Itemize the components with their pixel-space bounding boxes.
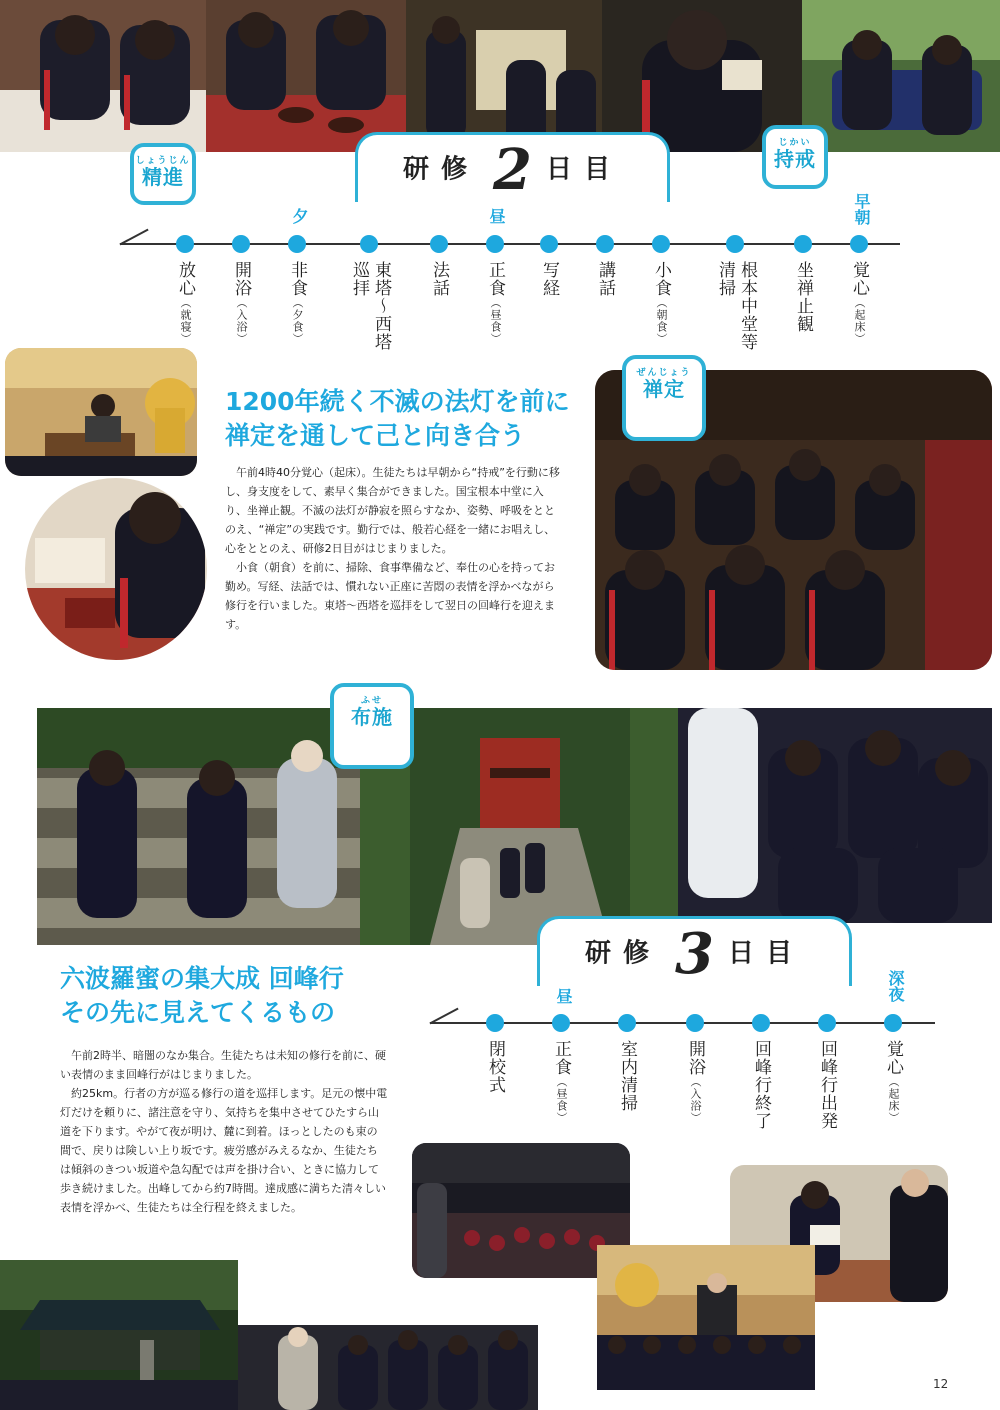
day3-timeline-dot xyxy=(884,1014,902,1032)
tag-shojin-ruby: しょうじん xyxy=(135,156,191,166)
day2-timeline-item-sub: （起床） xyxy=(853,297,866,345)
day2-timeline-item xyxy=(849,261,869,345)
tag-jikai xyxy=(762,125,828,189)
day3-paragraph-1: 午前2時半、暗闇のなか集合。生徒たちは未知の修行を前に、硬い表情のまま回峰行がはじまりました。 xyxy=(60,1049,386,1081)
day2-timeline-item-main: 巡拝 xyxy=(349,261,369,297)
day3-timeline-item-main: 正食 xyxy=(551,1040,571,1076)
day2-headline-line2: 禅定を通して己と向き合う xyxy=(225,421,526,450)
tag-shojin-label: 精進 xyxy=(142,165,184,189)
day3-headline xyxy=(60,962,420,1030)
day3-timeline-item xyxy=(883,1040,903,1124)
day2-timeline-item xyxy=(485,261,505,345)
day3-number: 3 xyxy=(675,920,714,987)
tag-zenjo-ruby: ぜんじょう xyxy=(636,368,692,378)
day3-timeline-item xyxy=(685,1040,705,1124)
day2-timeline-dot xyxy=(652,235,670,253)
day3-heading xyxy=(537,916,852,986)
day3-timeline-item-main: 回峰行出発 xyxy=(817,1040,837,1130)
day2-time-evening: 夕 xyxy=(290,208,309,224)
day2-timeline-item xyxy=(715,261,735,297)
photo-students-hands-together xyxy=(238,1325,538,1410)
day2-timeline-item-main: 写経 xyxy=(539,261,559,297)
day2-prefix: 研修 xyxy=(403,154,480,185)
day2-timeline-item xyxy=(595,261,615,297)
day2-timeline-dot xyxy=(360,235,378,253)
photo-students-eating xyxy=(206,0,406,152)
day2-timeline-item xyxy=(539,261,559,297)
day2-timeline-item xyxy=(429,261,449,297)
day3-timeline-dot xyxy=(752,1014,770,1032)
day2-timeline-item xyxy=(371,261,391,351)
day2-timeline-dot xyxy=(486,235,504,253)
tag-jikai-label: 持戒 xyxy=(774,147,816,171)
photo-students-seated xyxy=(802,0,1000,152)
day2-timeline-item-sub: （入浴） xyxy=(235,297,248,345)
day3-timeline-item xyxy=(551,1040,571,1124)
day3-timeline-item-main: 室内清掃 xyxy=(617,1040,637,1112)
day3-timeline-dot xyxy=(486,1014,504,1032)
day3-timeline-item xyxy=(617,1040,637,1112)
day2-timeline-item-main: 講話 xyxy=(595,261,615,297)
day2-timeline-dot xyxy=(232,235,250,253)
day2-timeline-item-main: 覚心 xyxy=(849,261,869,297)
day2-timeline-item-main: 坐禅止観 xyxy=(793,261,813,333)
day3-suffix: 日目 xyxy=(727,938,804,969)
tag-fuse xyxy=(330,683,414,769)
photo-mountain-path xyxy=(37,708,360,945)
day2-timeline-item xyxy=(231,261,251,345)
photo-students-writing xyxy=(0,0,206,152)
day2-timeline-item xyxy=(793,261,813,333)
day3-timeline-item-main: 閉校式 xyxy=(485,1040,505,1094)
day3-timeline-item-sub: （入浴） xyxy=(689,1076,702,1124)
day2-timeline-item xyxy=(287,261,307,345)
day2-timeline-item-main: 非食 xyxy=(287,261,307,297)
day2-headline-line1: 1200年続く不滅の法灯を前に xyxy=(225,387,570,416)
day3-timeline-item-main: 回峰行終了 xyxy=(751,1040,771,1130)
day3-timeline-dot xyxy=(552,1014,570,1032)
day2-timeline-item-main: 放心 xyxy=(175,261,195,297)
day3-timeline-dot xyxy=(818,1014,836,1032)
day3-paragraph-2: 約25km。行者の方が巡る修行の道を巡拝します。足元の懐中電灯だけを頼りに、諸注意を守り、気持ちを集中させてひたすら山道を下ります。やがて夜が明け、麓に到着。ほっとしたのも束の間で、戻りは険しい上り坂です。疲労感がみえるなか、生徒たちは傾斜のきつい坂道や急勾配では声を掛け合い、ときに協力して歩き続けました。出峰してから約7時間。達成感に満ちた清々しい表情を浮かべ、生徒たちは全行程を終えました。 xyxy=(60,1087,388,1214)
day3-timeline-item-sub: （起床） xyxy=(887,1076,900,1124)
day2-timeline-dot xyxy=(726,235,744,253)
tag-shojin xyxy=(130,143,196,205)
tag-fuse-ruby: ふせ xyxy=(360,696,383,706)
day2-timeline-item xyxy=(737,261,757,351)
tag-fuse-label: 布施 xyxy=(351,705,393,729)
day2-timeline-item-main: 東塔～西塔 xyxy=(371,261,391,351)
photo-monk-lecture xyxy=(5,348,197,476)
day3-headline-line2: その先に見えてくるもの xyxy=(60,998,336,1027)
day3-timeline-item-sub: （昼食） xyxy=(555,1076,568,1124)
photo-students-praying xyxy=(678,708,992,923)
day2-timeline-dot xyxy=(430,235,448,253)
day2-timeline-item xyxy=(175,261,195,345)
day2-number: 2 xyxy=(493,136,532,203)
day2-timeline-item-sub: （朝食） xyxy=(655,297,668,345)
day2-timeline-item-sub: （昼食） xyxy=(489,297,502,345)
day2-time-morning: 早朝 xyxy=(852,193,871,225)
day3-headline-line1: 六波羅蜜の集大成 回峰行 xyxy=(60,964,344,993)
day2-timeline-item-sub: （就寝） xyxy=(179,297,192,345)
day2-timeline-item-main: 開浴 xyxy=(231,261,251,297)
photo-forest-temple xyxy=(0,1260,238,1410)
day2-timeline-item-main: 根本中堂等 xyxy=(737,261,757,351)
day2-timeline-dot xyxy=(288,235,306,253)
photo-closing-ceremony-hall xyxy=(597,1245,815,1390)
day2-headline xyxy=(225,385,605,453)
day3-prefix: 研修 xyxy=(585,938,662,969)
day2-timeline-dot xyxy=(596,235,614,253)
day2-timeline-item-main: 正食 xyxy=(485,261,505,297)
day2-timeline-item-main: 小食 xyxy=(651,261,671,297)
day2-time-noon: 昼 xyxy=(487,208,506,224)
tag-zenjo xyxy=(622,355,706,441)
day3-timeline-item xyxy=(485,1040,505,1094)
day2-timeline-item-sub: （夕食） xyxy=(291,297,304,345)
day2-timeline-dot xyxy=(540,235,558,253)
day3-time-latenight: 深夜 xyxy=(886,970,905,1002)
day3-timeline-item xyxy=(817,1040,837,1130)
day2-timeline-item xyxy=(349,261,369,297)
page-number: 12 xyxy=(933,1377,949,1391)
day2-timeline-item-main: 清掃 xyxy=(715,261,735,297)
day2-timeline-item-main: 法話 xyxy=(429,261,449,297)
day3-timeline-line xyxy=(430,1022,935,1024)
day2-paragraph-1: 午前4時40分覚心（起床）。生徒たちは早朝から“持戒”を行動に移し、身支度をして、素早く集合ができました。国宝根本中堂に入り、坐禅止観。不滅の法灯が静寂を照らすなか、姿勢、呼吸をととのえ、“禅定”の実践です。勤行では、般若心経を一緒にお唱えし、心をととのえ、研修2日目がはじまりました。 xyxy=(225,466,560,555)
photo-student-calligraphy-circle xyxy=(25,478,207,660)
day3-timeline-item-main: 開浴 xyxy=(685,1040,705,1076)
day2-timeline-dot xyxy=(850,235,868,253)
day3-time-noon: 昼 xyxy=(554,988,573,1004)
day3-timeline-dot xyxy=(686,1014,704,1032)
tag-zenjo-label: 禅定 xyxy=(643,377,685,401)
day2-suffix: 日目 xyxy=(545,154,622,185)
day2-timeline-dot xyxy=(794,235,812,253)
day3-timeline-item xyxy=(751,1040,771,1130)
day3-timeline-dot xyxy=(618,1014,636,1032)
photo-students-cleaning xyxy=(406,0,602,152)
day2-timeline-item xyxy=(651,261,671,345)
day2-timeline-dot xyxy=(176,235,194,253)
day2-body xyxy=(225,463,560,634)
day2-heading xyxy=(355,132,670,202)
day3-timeline-item-main: 覚心 xyxy=(883,1040,903,1076)
tag-jikai-ruby: じかい xyxy=(778,138,812,148)
day2-paragraph-2: 小食（朝食）を前に、掃除、食事準備など、奉仕の心を持ってお勤め。写経、法話では、慣れない正座に苦悶の表情を浮かべながら修行を行いました。東塔～西塔を巡拝をして翌日の回峰行を迎えます。 xyxy=(225,561,555,631)
day3-body xyxy=(60,1046,388,1217)
